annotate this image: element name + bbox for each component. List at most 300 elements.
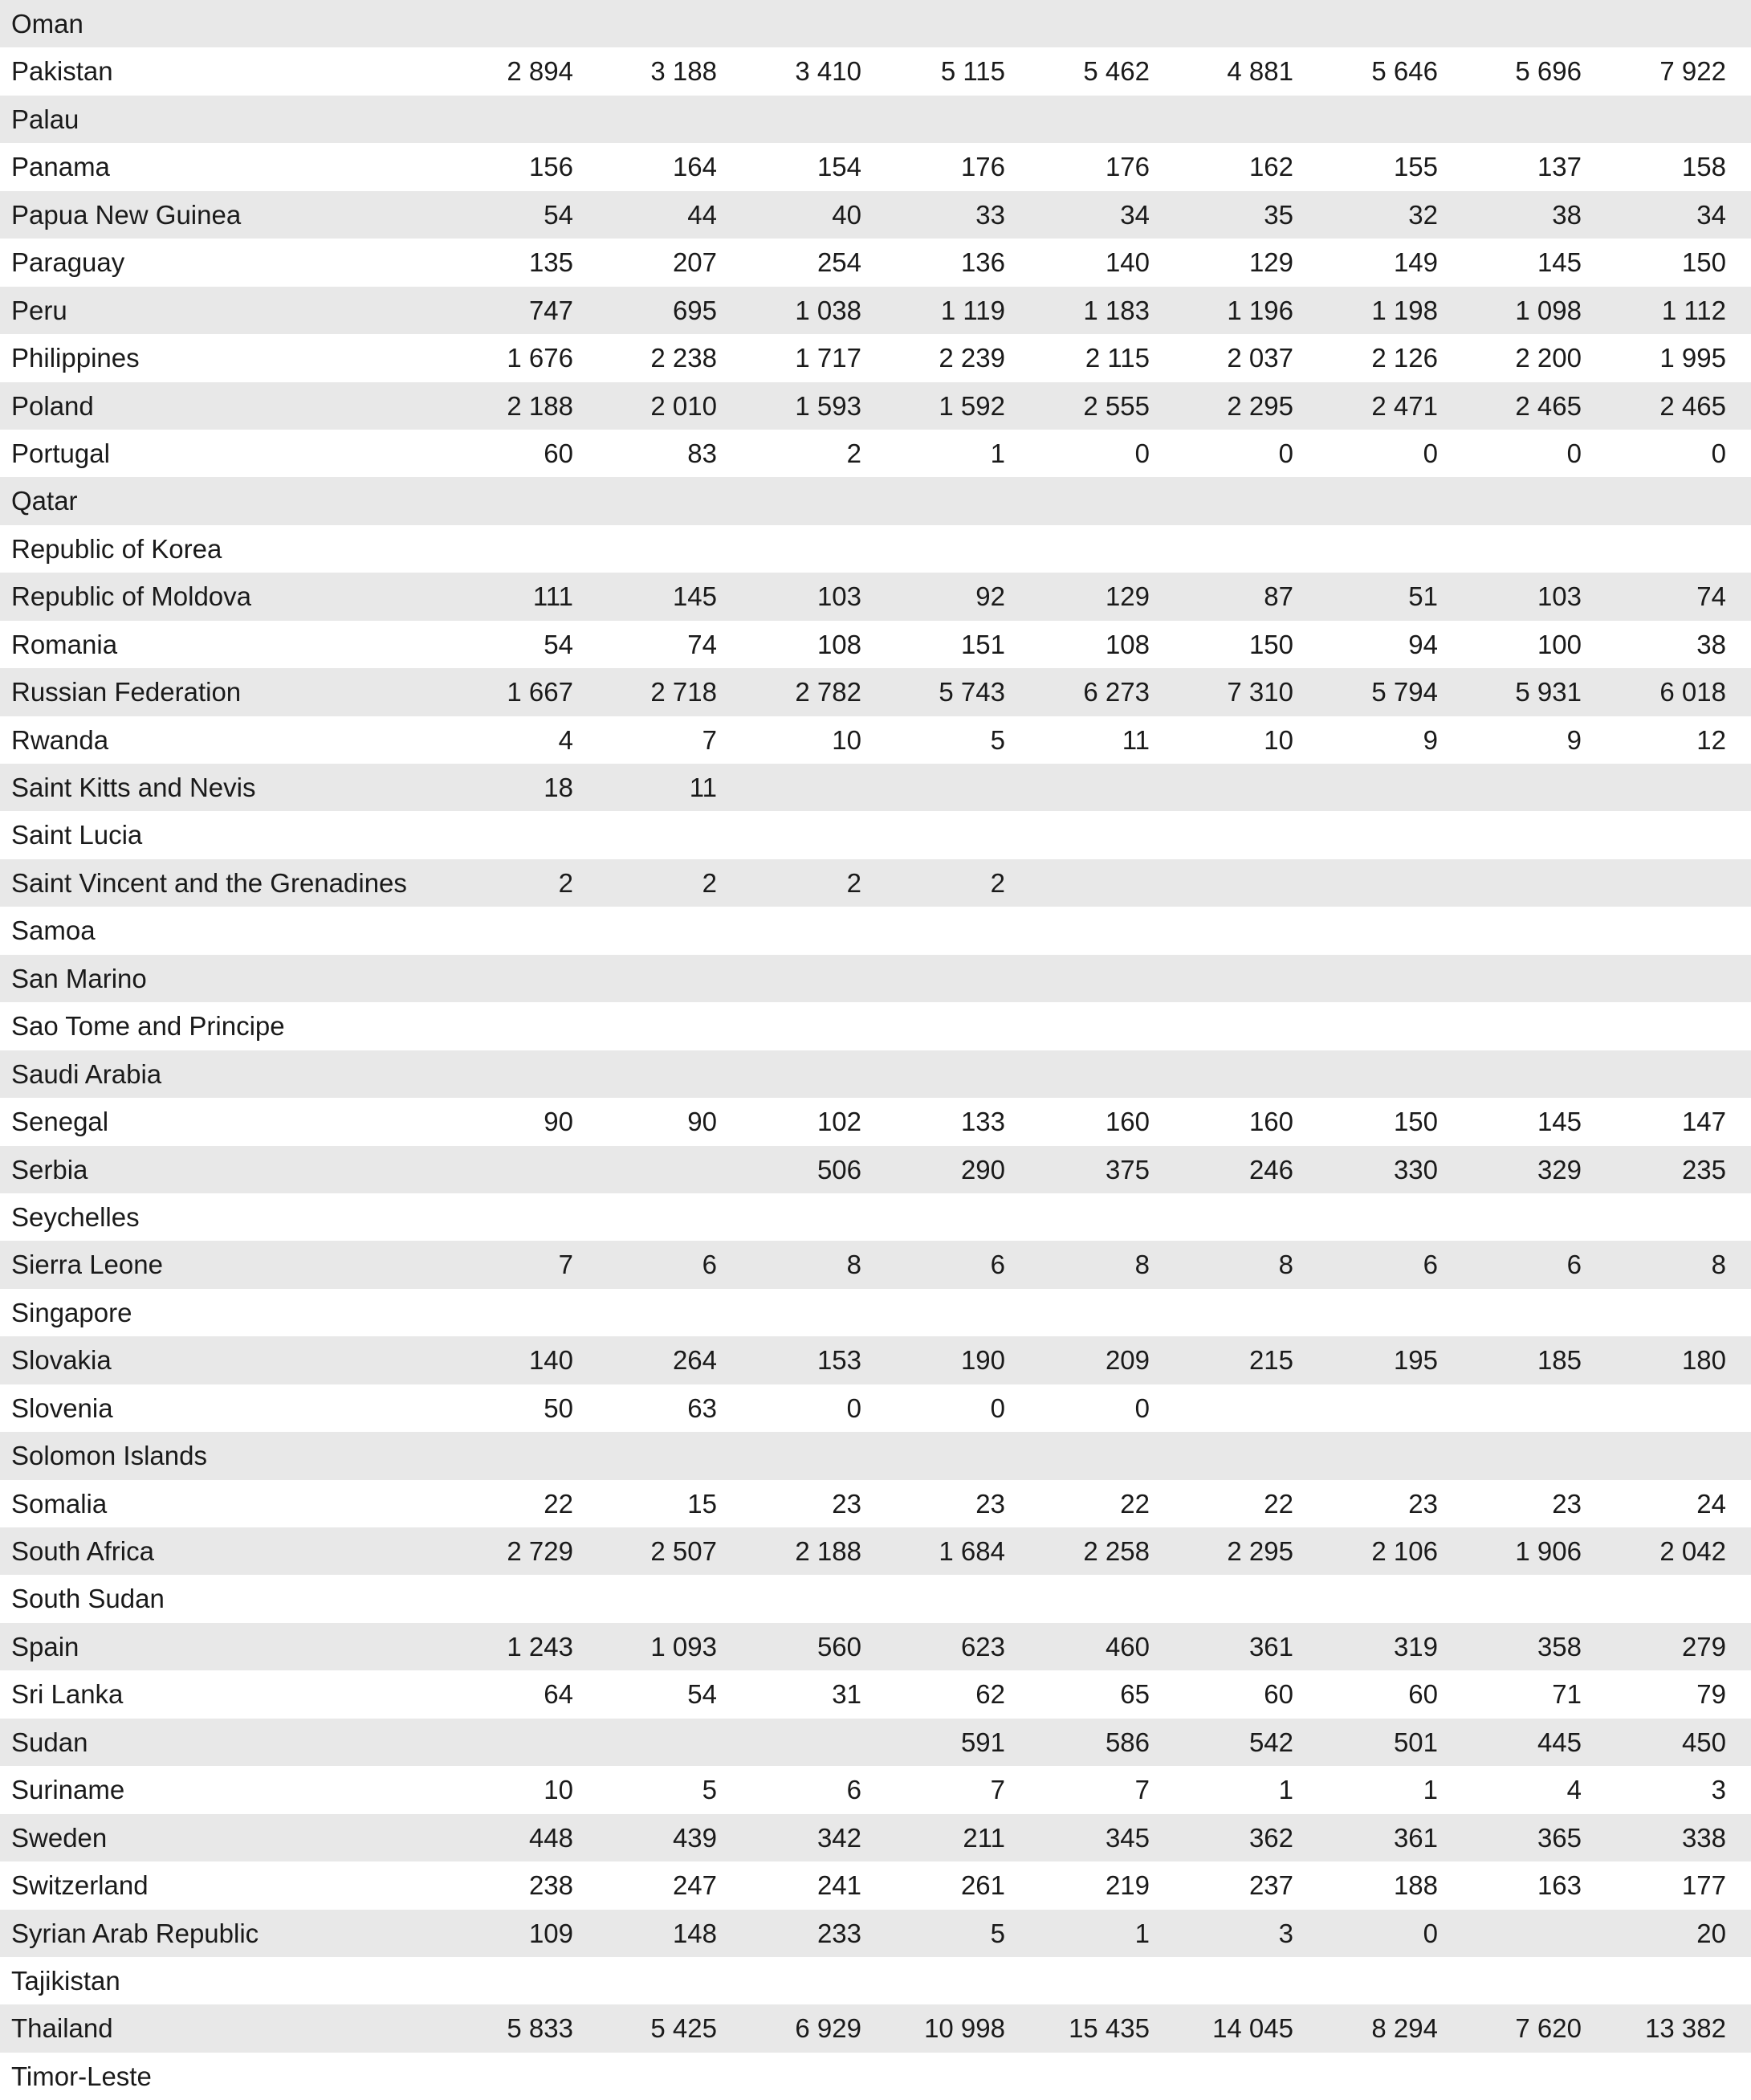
table-cell: 586 [1105,1727,1150,1757]
table-cell: 501 [1393,1727,1438,1757]
table-cell: 2 507 [650,1536,717,1566]
table-cell: 2 106 [1371,1536,1438,1566]
table-cell: 2 894 [507,56,573,87]
table-cell: 22 [1120,1488,1150,1519]
table-cell: 11 [689,773,717,802]
table-cell: 358 [1537,1631,1582,1662]
table-row [0,477,1751,524]
table-cell: 6 929 [795,2013,861,2044]
table-cell: 2 258 [1083,1536,1150,1566]
table-cell: 6 [1423,1250,1438,1280]
table-cell: 148 [672,1918,717,1948]
table-cell: 1 183 [1083,295,1150,325]
country-name: Saint Lucia [11,820,143,850]
country-name: Sri Lanka [11,1679,124,1710]
country-name: Oman [11,9,83,39]
table-cell: 361 [1248,1631,1293,1662]
table-cell: 2 126 [1371,343,1438,373]
table-cell: 34 [1120,199,1150,230]
table-cell: 64 [544,1679,573,1710]
table-cell: 448 [528,1822,573,1853]
table-cell: 5 [990,724,1005,755]
table-cell: 460 [1105,1631,1150,1662]
table-cell: 5 462 [1083,56,1150,87]
country-name: Portugal [11,438,110,468]
table-cell: 60 [544,438,573,468]
country-name: Sao Tome and Principe [11,1011,285,1042]
country-name: Saint Kitts and Nevis [11,773,256,802]
table-cell: 50 [544,1393,573,1423]
table-row [0,0,1751,47]
table-row [0,621,1751,668]
table-row [0,907,1751,954]
table-cell: 5 646 [1371,56,1438,87]
table-cell: 233 [816,1918,861,1948]
table-cell: 33 [975,199,1005,230]
table-cell: 6 [702,1250,717,1280]
table-cell: 330 [1393,1154,1438,1185]
table-cell: 150 [1393,1107,1438,1137]
table-cell: 1 [1423,1775,1438,1805]
table-cell: 247 [672,1870,717,1901]
table-cell: 1 676 [507,343,573,373]
table-cell: 2 188 [795,1536,861,1566]
table-cell: 290 [960,1154,1005,1185]
country-name: Saudi Arabia [11,1058,162,1089]
table-cell: 6 [990,1250,1005,1280]
table-cell: 23 [1552,1488,1582,1519]
table-row [0,334,1751,381]
country-name: Republic of Korea [11,533,222,564]
table-cell: 2 042 [1659,1536,1726,1566]
table-cell: 2 718 [650,677,717,707]
table-cell: 261 [960,1870,1005,1901]
table-cell: 3 [1711,1775,1726,1805]
table-cell: 60 [1264,1679,1293,1710]
table-cell: 2 555 [1083,390,1150,421]
table-cell: 2 037 [1227,343,1293,373]
country-name: Slovenia [11,1393,113,1423]
table-cell: 62 [975,1679,1005,1710]
table-row [0,1670,1751,1718]
table-row [0,1002,1751,1050]
table-cell: 177 [1681,1870,1726,1901]
table-cell: 560 [816,1631,861,1662]
table-cell: 38 [1552,199,1582,230]
country-name: Spain [11,1631,79,1662]
table-cell: 2 782 [795,677,861,707]
table-row [0,1957,1751,2004]
table-cell: 747 [528,295,573,325]
table-cell: 207 [672,247,717,278]
table-row [0,1575,1751,1622]
table-cell: 153 [816,1345,861,1376]
table-cell: 8 [1278,1250,1293,1280]
table-cell: 0 [1711,438,1726,468]
table-cell: 246 [1248,1154,1293,1185]
country-name: Sweden [11,1822,108,1853]
table-row [0,764,1751,811]
table-cell: 137 [1537,152,1582,182]
table-cell: 151 [960,629,1005,659]
table-cell: 361 [1393,1822,1438,1853]
table-cell: 2 295 [1227,1536,1293,1566]
table-cell: 7 922 [1659,56,1726,87]
table-row [0,1050,1751,1098]
table-row [0,1241,1751,1288]
table-row [0,1910,1751,1957]
country-name: Saint Vincent and the Grenadines [11,867,407,898]
table-cell: 6 018 [1659,677,1726,707]
table-cell: 185 [1537,1345,1582,1376]
table-row [0,1719,1751,1766]
table-cell: 365 [1537,1822,1582,1853]
table-cell: 9 [1566,724,1582,755]
table-cell: 219 [1105,1870,1150,1901]
table-cell: 1 684 [939,1536,1005,1566]
table-row [0,811,1751,858]
table-cell: 2 [846,867,861,898]
table-cell: 140 [1105,247,1150,278]
table-cell: 31 [832,1679,861,1710]
table-cell: 136 [960,247,1005,278]
table-row [0,1384,1751,1432]
table-cell: 1 119 [940,295,1005,325]
table-cell: 108 [1105,629,1150,659]
table-cell: 2 729 [507,1536,573,1566]
table-row [0,1146,1751,1193]
table-cell: 108 [816,629,861,659]
table-cell: 5 425 [650,2013,717,2044]
table-cell: 145 [1537,1107,1582,1137]
table-cell: 279 [1681,1631,1726,1662]
table-cell: 190 [960,1345,1005,1376]
table-row [0,287,1751,334]
table-cell: 342 [816,1822,861,1853]
table-cell: 51 [1408,581,1438,612]
table-cell: 147 [1681,1107,1726,1137]
country-name: Senegal [11,1107,109,1137]
table-cell: 71 [1552,1679,1582,1710]
table-row [0,2053,1751,2100]
country-name: Timor-Leste [11,2061,152,2091]
table-cell: 319 [1393,1631,1438,1662]
table-cell: 1 098 [1515,295,1582,325]
table-cell: 79 [1696,1679,1726,1710]
table-row [0,430,1751,477]
table-cell: 10 998 [924,2013,1005,2044]
table-cell: 345 [1105,1822,1150,1853]
country-name: Sudan [11,1727,88,1757]
table-cell: 2 010 [650,390,717,421]
table-cell: 129 [1248,247,1293,278]
table-cell: 450 [1681,1727,1726,1757]
table-cell: 100 [1537,629,1582,659]
table-cell: 1 112 [1661,295,1726,325]
table-cell: 1 995 [1659,343,1726,373]
table-row [0,1527,1751,1575]
table-row [0,1098,1751,1145]
country-name: Russian Federation [11,677,242,707]
table-cell: 65 [1120,1679,1150,1710]
table-cell: 237 [1248,1870,1293,1901]
table-cell: 1 [1134,1918,1150,1948]
table-cell: 2 471 [1371,390,1438,421]
table-cell: 163 [1537,1870,1582,1901]
table-cell: 5 833 [507,2013,573,2044]
table-row [0,1432,1751,1479]
table-cell: 44 [687,199,717,230]
table-cell: 15 435 [1069,2013,1150,2044]
table-cell: 18 [544,773,573,802]
table-cell: 176 [960,152,1005,182]
table-cell: 338 [1681,1822,1726,1853]
table-cell: 264 [672,1345,717,1376]
table-cell: 4 881 [1227,56,1293,87]
table-cell: 2 [558,867,573,898]
table-cell: 160 [1105,1107,1150,1137]
table-cell: 63 [687,1393,717,1423]
table-row [0,716,1751,764]
table-cell: 211 [963,1822,1005,1853]
table-row [0,1193,1751,1241]
table-cell: 160 [1248,1107,1293,1137]
table-cell: 7 620 [1515,2013,1582,2044]
table-cell: 149 [1393,247,1438,278]
table-cell: 241 [816,1870,861,1901]
country-name: Philippines [11,343,140,373]
table-cell: 1 667 [507,677,573,707]
table-cell: 162 [1248,152,1293,182]
table-cell: 7 [702,724,717,755]
table-row [0,143,1751,190]
country-name: Singapore [11,1297,132,1327]
country-name: Somalia [11,1488,108,1519]
table-cell: 1 [990,438,1005,468]
table-cell: 156 [528,152,573,182]
country-name: Sierra Leone [11,1250,163,1280]
table-row [0,859,1751,907]
country-name: Papua New Guinea [11,199,242,230]
country-name: Seychelles [11,1201,140,1232]
country-name: Slovakia [11,1345,112,1376]
table-cell: 54 [544,199,573,230]
table-cell: 3 188 [650,56,717,87]
table-row [0,1623,1751,1670]
table-cell: 5 [702,1775,717,1805]
table-cell: 83 [687,438,717,468]
table-cell: 2 [990,867,1005,898]
table-cell: 109 [528,1918,573,1948]
table-cell: 4 [558,724,573,755]
table-cell: 94 [1408,629,1438,659]
table-row [0,573,1751,620]
table-cell: 2 239 [939,343,1005,373]
table-cell: 8 [846,1250,861,1280]
table-cell: 9 [1423,724,1438,755]
table-cell: 13 382 [1645,2013,1726,2044]
table-cell: 1 198 [1371,295,1438,325]
table-cell: 40 [832,199,861,230]
table-cell: 2 188 [507,390,573,421]
table-cell: 0 [1134,438,1150,468]
table-cell: 6 [846,1775,861,1805]
table-cell: 542 [1248,1727,1293,1757]
table-cell: 22 [1264,1488,1293,1519]
table-cell: 5 696 [1515,56,1582,87]
table-cell: 0 [1566,438,1582,468]
table-cell: 20 [1696,1918,1726,1948]
table-cell: 0 [846,1393,861,1423]
country-name: Panama [11,152,110,182]
table-cell: 2 465 [1659,390,1726,421]
table-row [0,1814,1751,1861]
table-cell: 15 [687,1488,717,1519]
table-cell: 38 [1696,629,1726,659]
table-row [0,47,1751,95]
country-name: South Africa [11,1536,154,1566]
country-name: Serbia [11,1154,88,1185]
table-cell: 155 [1393,152,1438,182]
table-cell: 2 200 [1515,343,1582,373]
table-cell: 34 [1696,199,1726,230]
table-cell: 0 [1134,1393,1150,1423]
table-cell: 12 [1696,724,1726,755]
table-cell: 1 [1278,1775,1293,1805]
table-cell: 254 [816,247,861,278]
table-cell: 1 093 [650,1631,717,1662]
table-cell: 2 465 [1515,390,1582,421]
country-name: Qatar [11,486,78,516]
table-cell: 591 [960,1727,1005,1757]
table-cell: 0 [990,1393,1005,1423]
table-cell: 238 [528,1870,573,1901]
table-cell: 23 [832,1488,861,1519]
table-cell: 32 [1408,199,1438,230]
country-name: Pakistan [11,56,113,87]
table-cell: 90 [687,1107,717,1137]
table-cell: 24 [1696,1488,1726,1519]
country-name: Poland [11,390,94,421]
table-cell: 14 045 [1212,2013,1293,2044]
table-cell: 10 [832,724,861,755]
table-cell: 54 [544,629,573,659]
table-cell: 0 [1423,1918,1438,1948]
table-cell: 103 [816,581,861,612]
table-cell: 362 [1248,1822,1293,1853]
country-name: Paraguay [11,247,125,278]
table-cell: 1 196 [1227,295,1293,325]
table-cell: 35 [1264,199,1293,230]
table-row [0,955,1751,1002]
table-cell: 5 931 [1515,677,1582,707]
table-cell: 140 [528,1345,573,1376]
table-cell: 439 [672,1822,717,1853]
table-cell: 103 [1537,581,1582,612]
table-cell: 54 [687,1679,717,1710]
table-cell: 3 410 [795,56,861,87]
table-row [0,239,1751,286]
table-row [0,1861,1751,1909]
table-cell: 209 [1105,1345,1150,1376]
table-cell: 623 [960,1631,1005,1662]
table-cell: 5 [990,1918,1005,1948]
table-row [0,1480,1751,1527]
country-name: San Marino [11,963,147,993]
table-cell: 235 [1681,1154,1726,1185]
table-row [0,191,1751,239]
table-cell: 154 [816,152,861,182]
table-cell: 7 [1134,1775,1150,1805]
table-row [0,96,1751,143]
table-cell: 111 [532,581,573,612]
table-row [0,668,1751,716]
table-cell: 129 [1105,581,1150,612]
country-name: Samoa [11,915,96,946]
country-name: Romania [11,629,118,659]
country-name: Palau [11,104,79,134]
table-cell: 176 [1105,152,1150,182]
table-cell: 7 [990,1775,1005,1805]
table-cell: 1 906 [1515,1536,1582,1566]
table-cell: 133 [960,1107,1005,1137]
table-cell: 329 [1537,1154,1582,1185]
table-cell: 2 [702,867,717,898]
country-name: Republic of Moldova [11,581,251,612]
country-name: Syrian Arab Republic [11,1918,259,1948]
table-cell: 180 [1681,1345,1726,1376]
table-cell: 1 717 [795,343,861,373]
table-cell: 87 [1264,581,1293,612]
table-cell: 7 [558,1250,573,1280]
table-cell: 1 593 [795,390,861,421]
table-cell: 135 [528,247,573,278]
table-cell: 11 [1122,724,1150,755]
table-cell: 2 238 [650,343,717,373]
table-cell: 145 [1537,247,1582,278]
table-cell: 6 273 [1083,677,1150,707]
country-name: Solomon Islands [11,1441,207,1471]
table-cell: 74 [1696,581,1726,612]
table-cell: 695 [672,295,717,325]
table-cell: 8 294 [1371,2013,1438,2044]
table-cell: 22 [544,1488,573,1519]
table-row [0,1766,1751,1813]
table-cell: 3 [1278,1918,1293,1948]
table-row [0,382,1751,430]
table-cell: 60 [1408,1679,1438,1710]
country-name: Rwanda [11,724,109,755]
country-name: Switzerland [11,1870,149,1901]
table-row [0,525,1751,573]
country-name: Peru [11,295,67,325]
table-cell: 1 038 [795,295,861,325]
table-cell: 4 [1566,1775,1582,1805]
table-cell: 445 [1537,1727,1582,1757]
table-cell: 23 [975,1488,1005,1519]
table-cell: 102 [816,1107,861,1137]
table-cell: 5 743 [939,677,1005,707]
country-name: Tajikistan [11,1965,120,1996]
table-cell: 1 592 [939,390,1005,421]
table-cell: 5 794 [1371,677,1438,707]
country-name: Thailand [11,2013,113,2044]
table-cell: 0 [1423,438,1438,468]
table-cell: 0 [1278,438,1293,468]
table-cell: 158 [1681,152,1726,182]
table-cell: 90 [544,1107,573,1137]
table-cell: 2 [846,438,861,468]
